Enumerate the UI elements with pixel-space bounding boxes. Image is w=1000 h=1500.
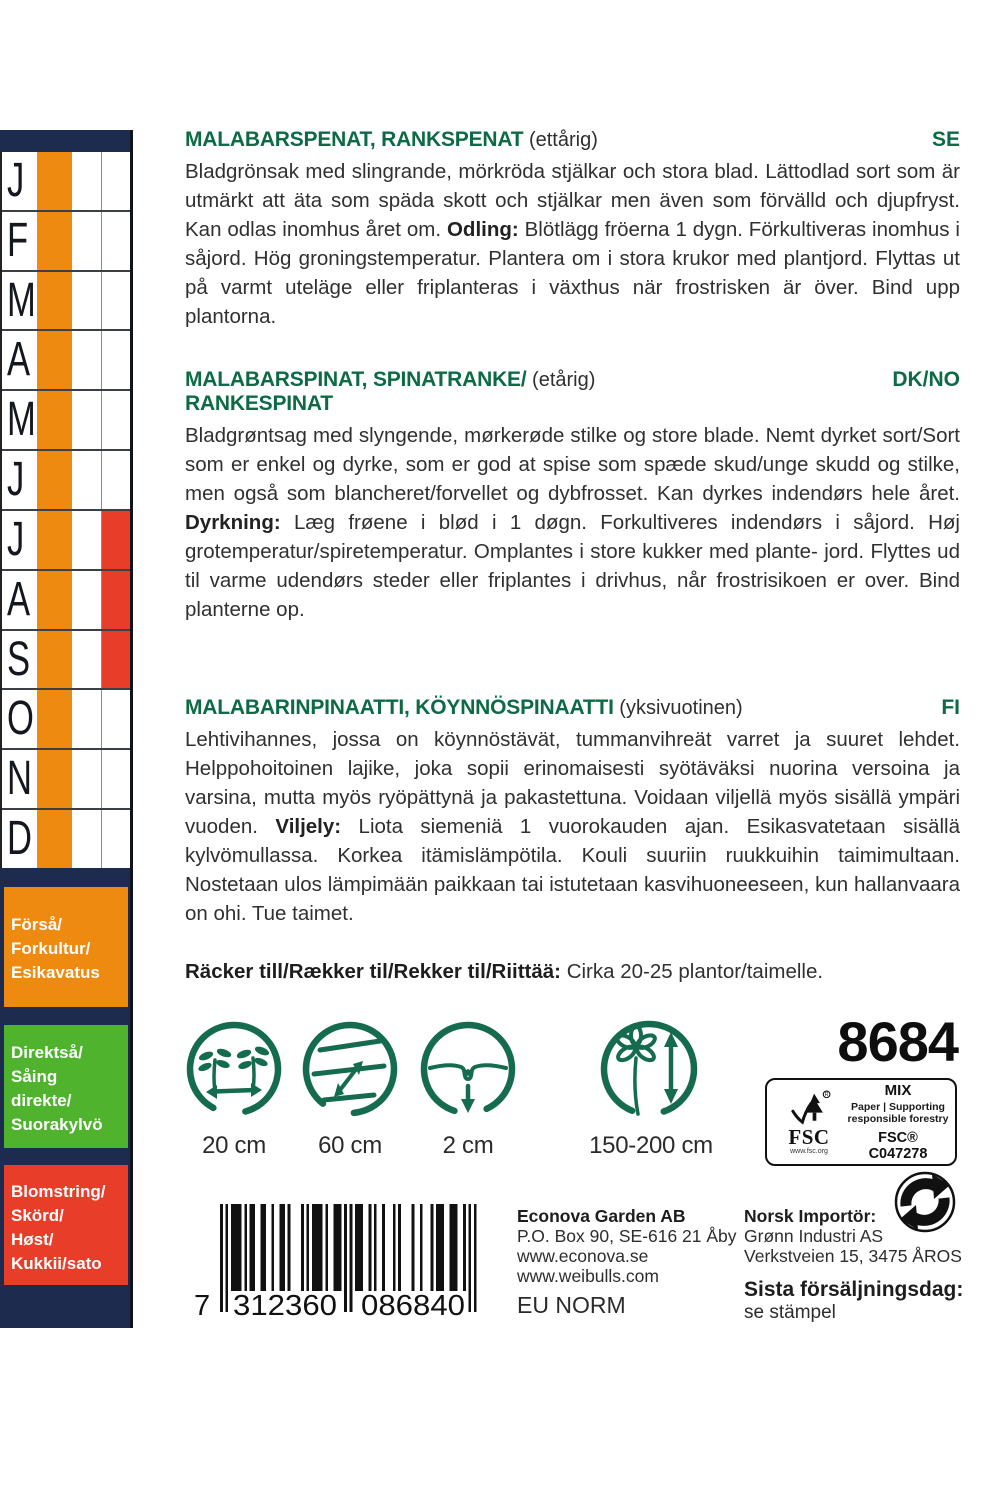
species-title: MALABARINPINAATTI, KÖYNNÖSPINAATTI (185, 696, 614, 719)
species-title: MALABARSPENAT, RANKSPENAT (185, 128, 524, 151)
spec-sowing-depth (418, 1020, 518, 1160)
forkultur-cell (37, 152, 72, 210)
section-se (185, 128, 960, 331)
harvest-cell (101, 631, 130, 689)
harvest-cell (101, 331, 130, 389)
calendar-month-row (2, 391, 130, 451)
importer-address: Verkstveien 15, 3475 ÅROS (744, 1246, 962, 1266)
plant-spacing-value: 20 cm (202, 1132, 266, 1159)
calendar-month-row (2, 451, 130, 511)
legend-blomstring: Blomstring/ Skörd/ Høst/ Kukkii/sato (4, 1165, 128, 1285)
description-text: Bladgrönsak med slingrande, mörkröda stjälkar och stora blad. Lättodlad sort som är utmärkt att äta som späda skott och stjälkar men även som förvälld och djupfryst. Kan odlas inomhus året om. Odling: Blötlägg fröerna 1 dygn. Förkultiveras inomhus i såjord. Hög groningstemperatur. Plantera om i stora krukor med plantjord. Flyttas ut på varmt uteläge eller friplanteras i växthus när frostrisken är över. Bind upp plantorna. (185, 160, 960, 328)
description-text: Lehtivihannes, jossa on köynnöstävät, tummanvihreät varret ja suuret lehdet. Helppohoitoinen lajike, joka sopii erinomaisesti syötäväksi nuorina versoina ja varsina, mutta myös ryöpättynä ja pakastettuna. Voidaan viljellä myös sisällä ympäri vuoden. Viljely: Liota siemeniä 1 vuorokauden ajan. Esikasvatetaan sisällä kylvömullassa. Korkea itämislämpötila. Kouli suuriin ruukkuihin taimimultaan. Nostetaan ulos lämpimään paikkaan tai istutetaan kasvihuoneeseen, kun hallanvaara on ohi. Tue taimet. (185, 728, 960, 925)
forkultur-cell (37, 690, 72, 748)
last-sale-block (744, 1278, 963, 1324)
forkultur-cell (37, 212, 72, 270)
calendar-month-row (2, 272, 130, 332)
fsc-tree-icon (787, 1089, 831, 1129)
harvest-cell (101, 212, 130, 270)
forkultur-cell (37, 810, 72, 868)
publisher-site2: www.weibulls.com (517, 1266, 659, 1286)
calendar-month-row (2, 152, 130, 212)
forkultur-cell (37, 451, 72, 509)
section-fi (185, 696, 960, 928)
article-number: 8684 (837, 1010, 958, 1073)
month-letter: D (7, 812, 32, 866)
last-sale-label: Sista försäljningsdag: (744, 1278, 964, 1301)
harvest-cell (101, 511, 130, 569)
fsc-cert-number: FSC® C047278 (868, 1130, 928, 1162)
svg-text:312360: 312360 (233, 1290, 337, 1322)
last-sale-value: se stämpel (744, 1302, 836, 1323)
harvest-cell (101, 571, 130, 629)
month-letter: A (7, 572, 31, 626)
forkultur-cell (37, 331, 72, 389)
direct-sow-cell (72, 272, 101, 330)
direct-sow-cell (72, 750, 101, 808)
language-code: DK/NO (892, 368, 960, 391)
section-dk-no (185, 368, 960, 624)
direct-sow-cell (72, 631, 101, 689)
publisher-block (517, 1206, 737, 1286)
fsc-mix: MIX (884, 1082, 912, 1099)
harvest-cell (101, 451, 130, 509)
direct-sow-cell (72, 391, 101, 449)
row-spacing-icon (300, 1020, 400, 1126)
yield-value: Cirka 20-25 plantor/taimelle. (566, 960, 824, 983)
species-title: MALABARSPINAT, SPINATRANKE/ (185, 368, 527, 391)
direct-sow-cell (72, 810, 101, 868)
month-letter: J (7, 512, 25, 566)
calendar-month-row (2, 212, 130, 272)
harvest-cell (101, 750, 130, 808)
month-letter: A (7, 333, 31, 387)
calendar-month-row (2, 810, 130, 868)
month-letter: N (7, 752, 32, 806)
forkultur-cell (37, 511, 72, 569)
month-letter: J (7, 153, 25, 207)
month-letter: M (7, 273, 36, 327)
direct-sow-cell (72, 451, 101, 509)
importer-name: Grønn Industri AS (744, 1226, 884, 1246)
fsc-url: www.fsc.org (790, 1148, 828, 1155)
svg-text:7: 7 (194, 1290, 211, 1322)
month-letter: F (7, 213, 29, 267)
direct-sow-cell (72, 331, 101, 389)
eu-norm-label: EU NORM (517, 1292, 626, 1318)
fsc-claim-line2: responsible forestry (847, 1113, 949, 1125)
species-title-line2: RANKESPINAT (185, 392, 333, 415)
calendar-month-row (2, 631, 130, 691)
legend-förså: Förså/ Forkultur/ Esikavatus (4, 887, 128, 1007)
green-dot-recycle-icon (893, 1170, 957, 1234)
legend-direktså: Direktså/ Såing direkte/ Suorakylvö (4, 1025, 128, 1148)
forkultur-cell (37, 272, 72, 330)
harvest-cell (101, 690, 130, 748)
language-code: SE (931, 128, 960, 151)
yield-line (185, 960, 960, 984)
yield-label: Räcker till/Rækker til/Rekker til/Riittää: (185, 960, 561, 983)
month-letter: O (7, 692, 34, 746)
sowing-calendar (0, 130, 133, 1328)
calendar-month-row (2, 690, 130, 750)
svg-text:086840: 086840 (361, 1290, 465, 1322)
publisher-name: Econova Garden AB (517, 1206, 686, 1226)
annual-note: (ettårig) (523, 129, 598, 151)
spec-row-spacing (300, 1020, 400, 1160)
calendar-month-row (2, 331, 130, 391)
harvest-cell (101, 272, 130, 330)
importer-label: Norsk Importör: (744, 1206, 877, 1226)
fsc-claim-line1: Paper | Supporting (851, 1101, 945, 1113)
harvest-cell (101, 152, 130, 210)
forkultur-cell (37, 391, 72, 449)
barcode-ean13 (182, 1202, 487, 1327)
calendar-month-row (2, 571, 130, 631)
publisher-site1: www.econova.se (517, 1246, 649, 1266)
calendar-month-row (2, 750, 130, 810)
plant-height-value: 150-200 cm (589, 1132, 713, 1159)
plant-height-icon (595, 1020, 707, 1126)
svg-text:R: R (824, 1092, 829, 1099)
direct-sow-cell (72, 511, 101, 569)
description-text: Bladgrøntsag med slyngende, mørkerøde stilke og store blade. Nemt dyrket sort/Sort som er enkel og dyrke, som er god at spise som spæde skud/unge skudd og stilke, men også som blancheret/forvellet og dybfrosset. Kan dyrkes indendørs hele året. Dyrkning: Læg frøene i blød i 1 døgn. Forkultiveres indendørs i såjord. Høj grotemperatur/spiretemperatur. Omplantes i store kukker med plante- jord. Flyttes ud til varme udendørs steder eller friplantes i drivhus, når frostrisikoen er over. Bind planterne op. (185, 424, 960, 621)
direct-sow-cell (72, 152, 101, 210)
direct-sow-cell (72, 571, 101, 629)
language-code: FI (941, 696, 960, 719)
fsc-acronym: FSC (788, 1125, 830, 1149)
month-letter: J (7, 453, 25, 507)
annual-note: (yksivuotinen) (613, 697, 743, 719)
month-letter: S (7, 632, 31, 686)
forkultur-cell (37, 571, 72, 629)
sowing-depth-value: 2 cm (442, 1132, 494, 1159)
sowing-depth-icon (418, 1020, 518, 1126)
fsc-label (765, 1078, 957, 1166)
annual-note: (etårig) (526, 369, 596, 391)
spec-plant-height (588, 1020, 714, 1160)
calendar-grid (0, 152, 130, 868)
forkultur-cell (37, 631, 72, 689)
publisher-address: P.O. Box 90, SE-616 21 Åby (517, 1226, 737, 1246)
month-letter: M (7, 393, 36, 447)
direct-sow-cell (72, 212, 101, 270)
harvest-cell (101, 391, 130, 449)
plant-spacing-icon (184, 1020, 284, 1126)
forkultur-cell (37, 750, 72, 808)
calendar-month-row (2, 511, 130, 571)
row-spacing-value: 60 cm (318, 1132, 382, 1159)
harvest-cell (101, 810, 130, 868)
direct-sow-cell (72, 690, 101, 748)
spec-plant-spacing (184, 1020, 284, 1160)
